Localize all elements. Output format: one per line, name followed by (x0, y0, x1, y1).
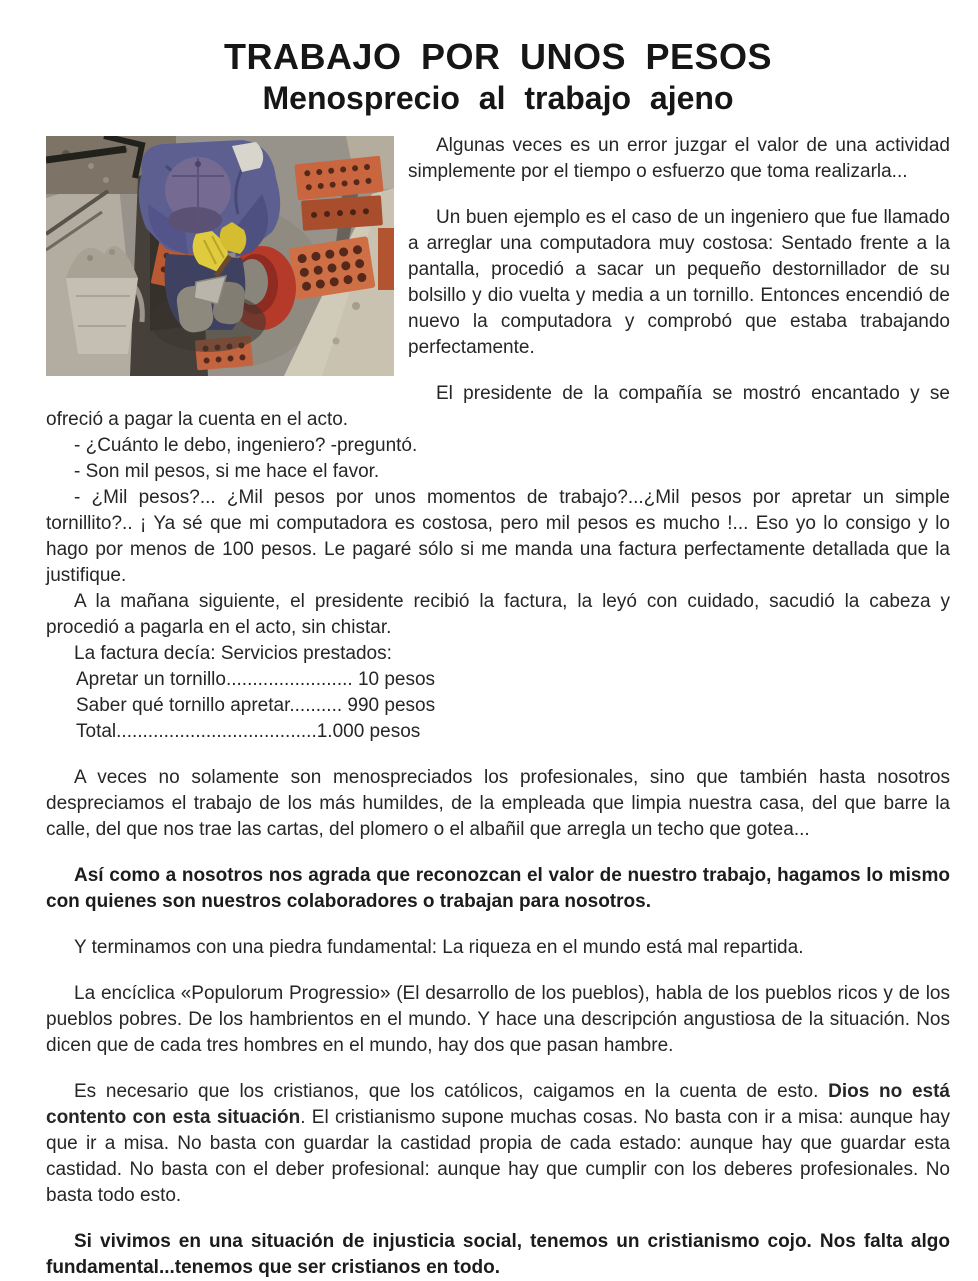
dialogue-line-1: - ¿Cuánto le debo, ingeniero? -preguntó. (74, 435, 418, 457)
paragraph-ejemplo: Un buen ejemplo es el caso de un ingeniero que fue llamado a arreglar una computadora muy costosa: Sentado frente a la pantalla, procedió a sacar un pequeño destornillador de su bolsillo y dio vuelta y media a un tornillo. Entonces encendió de nuevo la computadora y comprobó que estaba trabajando perfectamente. (408, 207, 950, 359)
paragraph-riqueza: Y terminamos con una piedra fundamental: La riqueza en el mundo está mal repartida. (74, 937, 804, 959)
page-title: TRABAJO POR UNOS PESOS (223, 36, 773, 77)
paragraph-reconozcan: Así como a nosotros nos agrada que reconozcan el valor de nuestro trabajo, hagamos lo mismo con quienes son nuestros colaboradores o trabajan para nosotros. (46, 865, 950, 913)
paragraph-intro: Algunas veces es un error juzgar el valor de una actividad simplemente por el tiempo o esfuerzo que toma realizarla... (408, 135, 950, 183)
worker-photo-illustration (46, 136, 394, 376)
cap-brim (168, 207, 222, 233)
article-body (46, 133, 950, 1281)
paragraph-enciclica: La encíclica «Populorum Progressio» (El desarrollo de los pueblos), habla de los pueblos ricos y de los pueblos pobres. De los hambrientos en el mundo. Y hace una descripción angustiosa de la situación. Nos dicen que de cada tres hombres en el mundo, hay dos que pasan hambre. (46, 983, 950, 1057)
invoice-intro: La factura decía: Servicios prestados: (74, 643, 392, 665)
dialogue-line-2: - Son mil pesos, si me hace el favor. (74, 461, 380, 483)
text-segment: . El cristianismo supone muchas cosas. No basta con ir a misa: aunque hay que ir a misa. No basta con guardar la castidad propia de cada estado: aunque hay que guardar esta castidad. No basta con el deber profesional: aunque hay que cumplir con los deberes profesionales. No basta todo esto. (46, 1107, 950, 1207)
invoice-line-3: Total......................................1.000 pesos (76, 721, 421, 743)
text-segment-bold: Dios no está contento con esta situación (46, 1081, 950, 1129)
paragraph-necesario (46, 1079, 950, 1209)
invoice-line-2: Saber qué tornillo apretar.......... 990 pesos (76, 695, 436, 717)
paragraph-humildes: A veces no solamente son menospreciados los profesionales, sino que también hasta nosotros despreciamos el trabajo de los más humildes, de la empleada que limpia nuestra casa, del que barre la calle, del que nos trae las cartas, del plomero o el albañil que arregla un techo que gotea... (46, 767, 950, 841)
paragraph-injusticia: Si vivimos en una situación de injusticia social, tenemos un cristianismo cojo. Nos falta algo fundamental...tenemos que ser cristianos en todo. (46, 1231, 950, 1279)
paragraph-manana: A la mañana siguiente, el presidente recibió la factura, la leyó con cuidado, sacudió la cabeza y procedió a pagarla en el acto, sin chistar. (46, 591, 950, 639)
text-segment: Es necesario que los cristianos, que los católicos, caigamos en la cuenta de esto. (74, 1081, 829, 1103)
dialogue-line-3: - ¿Mil pesos?... ¿Mil pesos por unos momentos de trabajo?...¿Mil pesos por apretar un simple tornillito?.. ¡ Ya sé que mi computadora es costosa, pero mil pesos es mucho !... Eso yo lo consigo y lo hago por menos de 100 pesos. Le pagaré sólo si me manda una factura perfectamente detallada que la justifique. (46, 487, 950, 587)
page-subtitle: Menosprecio al trabajo ajeno (262, 80, 734, 117)
paragraph-presidente: El presidente de la compañía se mostró encantado y se ofreció a pagar la cuenta en el acto. (46, 383, 950, 431)
invoice-line-1: Apretar un tornillo........................ 10 pesos (76, 669, 436, 691)
worker-photo (46, 136, 394, 376)
